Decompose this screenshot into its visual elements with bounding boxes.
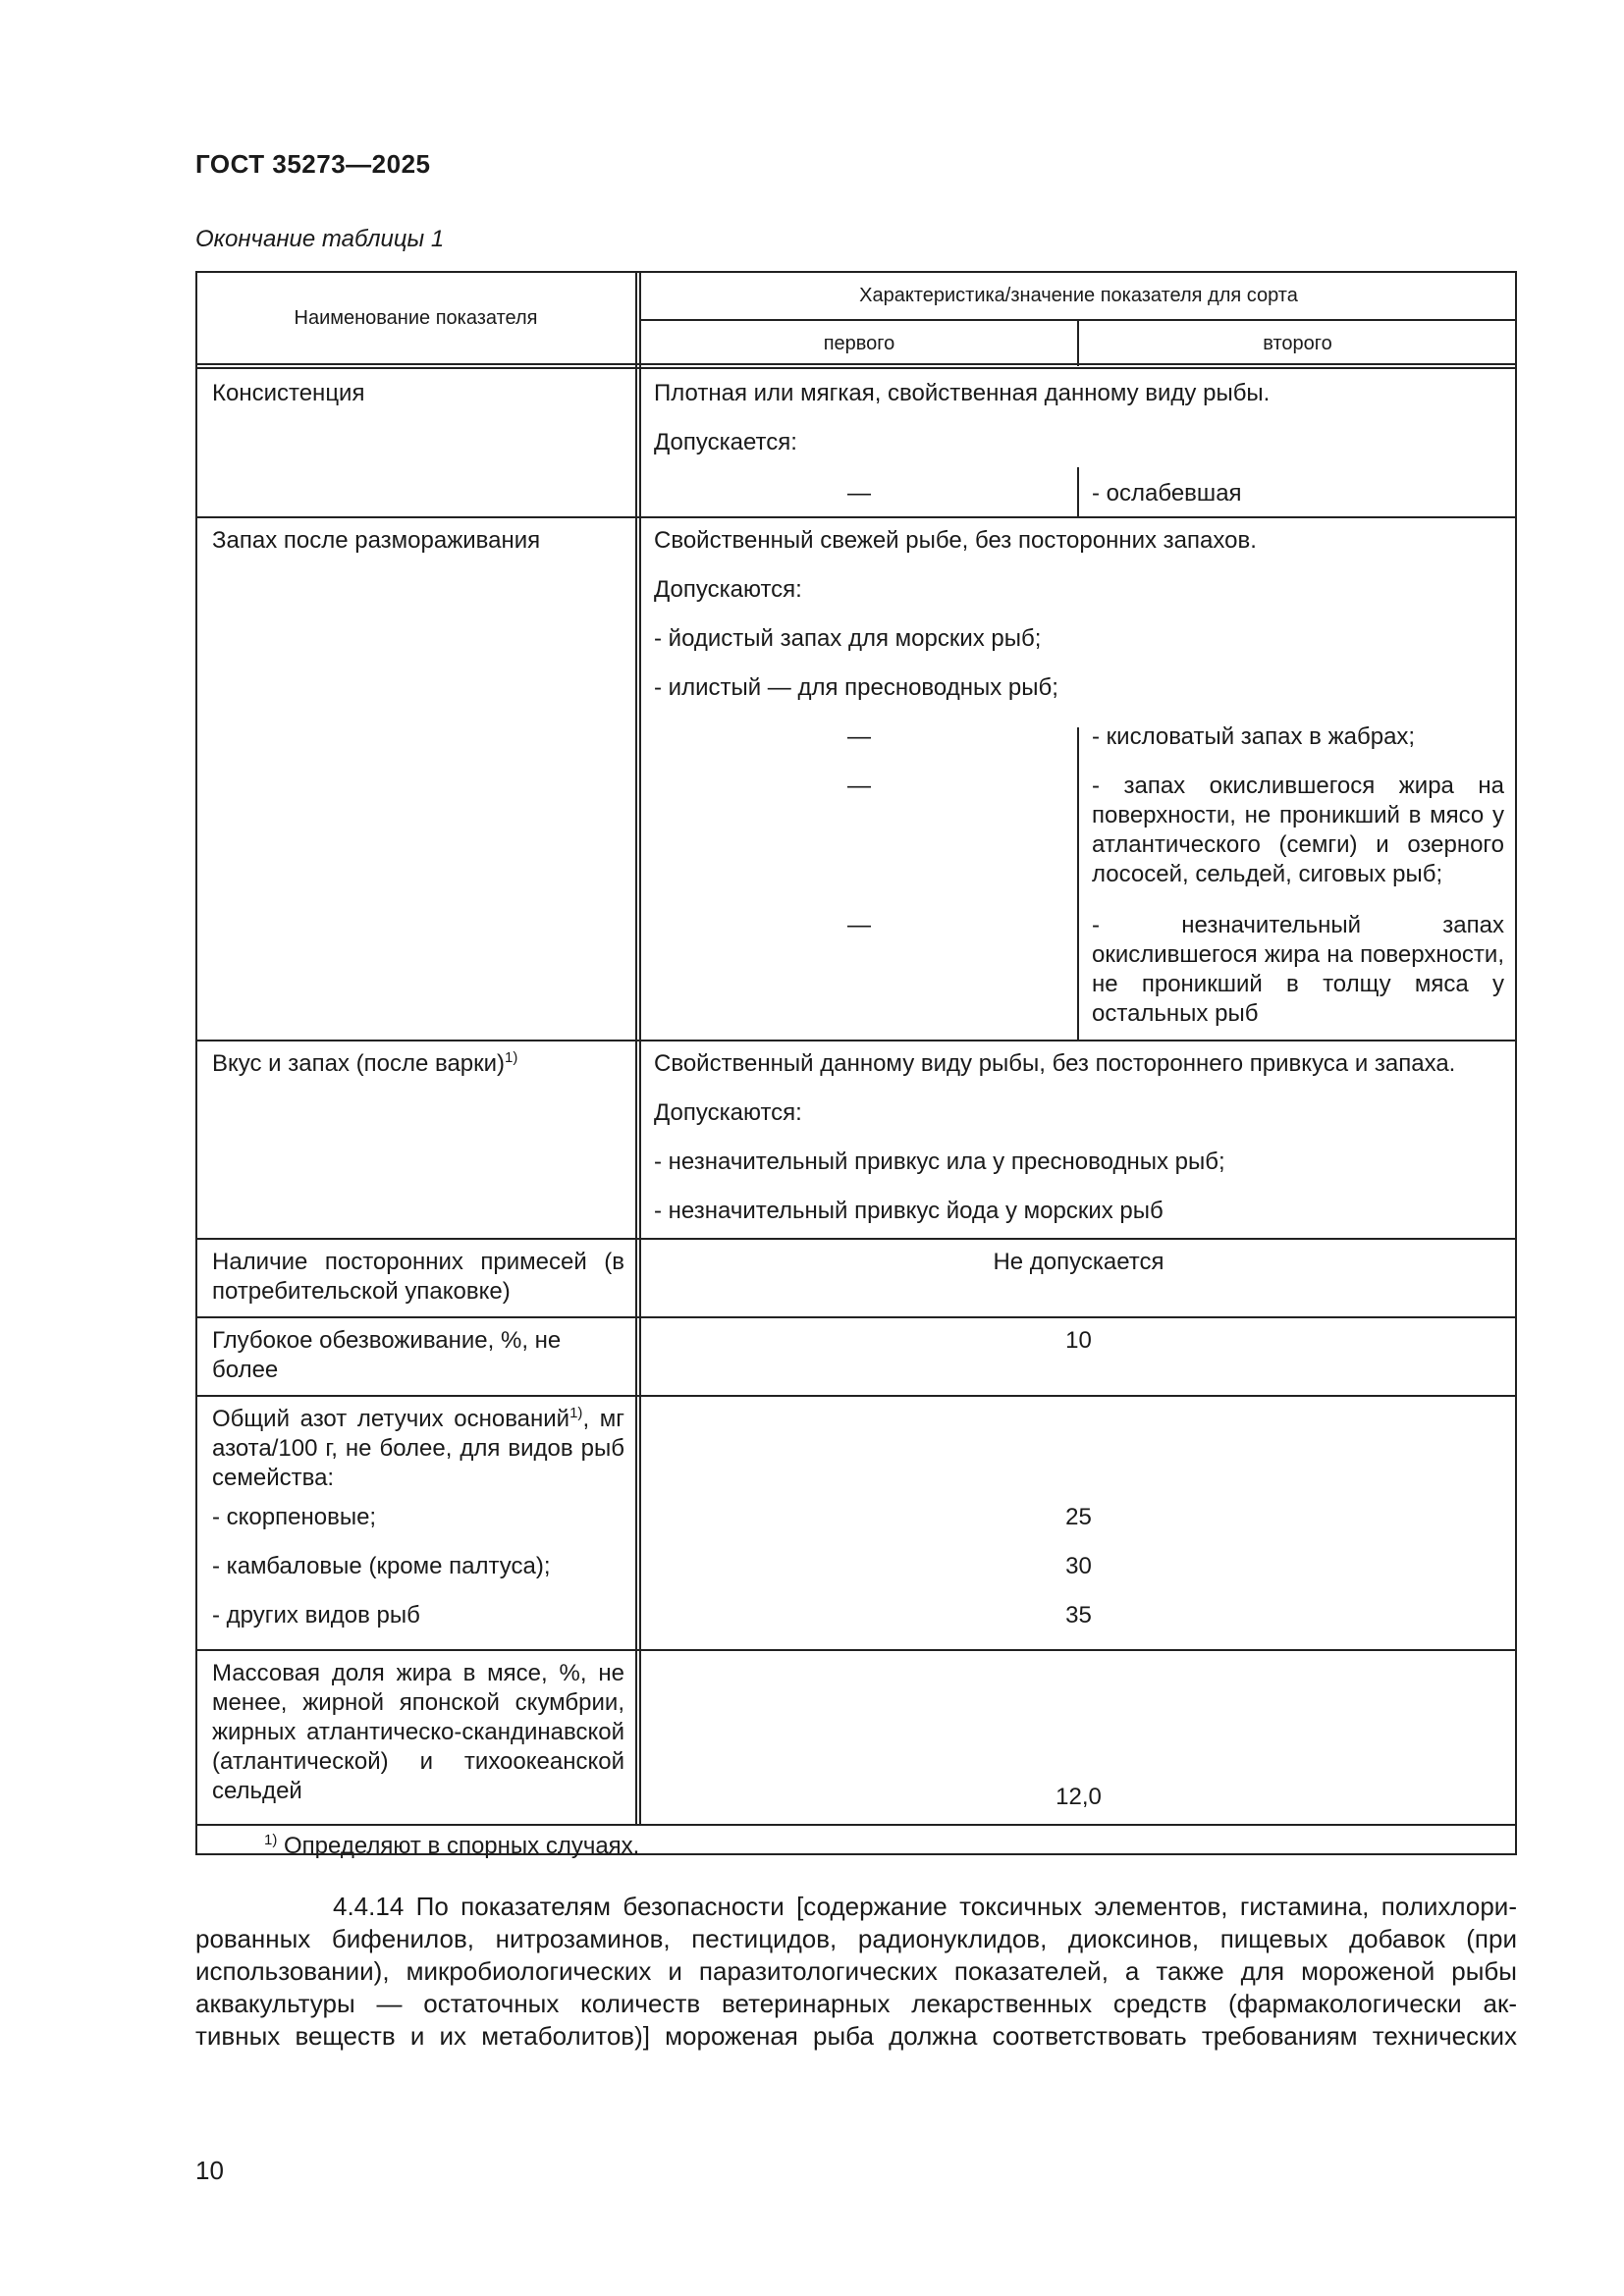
- paragraph-line: тивных веществ и их метаболитов)] мороженая рыба должна соответствовать требованиям технических: [195, 2021, 1517, 2051]
- page-number: 10: [195, 2156, 224, 2185]
- table-caption: Окончание таблицы 1: [195, 226, 445, 252]
- document-id: ГОСТ 35273—2025: [195, 149, 431, 179]
- column-header-name: Наименование показателя: [294, 307, 538, 329]
- row-taste-name: Вкус и запах (после варки)$^{1)}$: [212, 1049, 518, 1077]
- row-dehydration-value: 10: [1065, 1327, 1092, 1354]
- row-smell-second-3: - незначительный запах окислившегося жира на поверхности, не проникший в толщу мяса у остальных рыб: [1092, 912, 1504, 1027]
- paragraph-line: использовании), микробиологических и паразитологических показателей, а также для мороженой рыбы: [195, 1956, 1517, 1986]
- body-paragraph: [195, 1891, 1517, 2053]
- row-nitrogen-item-value: 30: [1065, 1553, 1092, 1579]
- row-smell-name: Запах после размораживания: [212, 527, 541, 554]
- row-smell-second-2: - запах окислившегося жира на поверхности, не проникший в мясо у атлантического (семги) и озерного лососей, сельдей, сиговых рыб;: [1092, 773, 1504, 887]
- row-consistency-value: Плотная или мягкая, свойственная данному виду рыбы.: [654, 380, 1271, 406]
- footnote-ref: 1): [505, 1049, 518, 1066]
- row-taste-line-1: - незначительный привкус ила у пресноводных рыб;: [654, 1148, 1225, 1175]
- paragraph-line: аквакультуры — остаточных количеств ветеринарных лекарственных средств (фармакологически ак-: [195, 1989, 1517, 2018]
- row-fat-value: 12,0: [1056, 1784, 1102, 1810]
- row-impurities-name: Наличие посторонних примесей (в потребительской упаковке): [212, 1249, 624, 1305]
- row-smell-first-2: —: [847, 773, 871, 799]
- column-header-second: второго: [1263, 333, 1332, 354]
- row-nitrogen-item-label: - скорпеновые;: [212, 1504, 377, 1530]
- row-nitrogen-name: Общий азот летучих оснований$^{1)}$, мг азота/100 г, не более, для видов рыб семейства:: [212, 1405, 624, 1491]
- row-smell-first-3: —: [847, 912, 871, 938]
- row-nitrogen-item-label: - других видов рыб: [212, 1602, 420, 1629]
- row-nitrogen-item-value: 25: [1065, 1504, 1092, 1530]
- row-nitrogen-item-label: - камбаловые (кроме палтуса);: [212, 1553, 551, 1579]
- row-smell-allowed: Допускаются:: [654, 576, 802, 603]
- row-smell-first-1: —: [847, 723, 871, 750]
- row-consistency-second: - ослабевшая: [1092, 480, 1242, 507]
- row-impurities-value: Не допускается: [993, 1249, 1164, 1275]
- column-header-first: первого: [823, 333, 895, 354]
- indicators-table: [195, 271, 1517, 1859]
- paragraph-line: рованных бифенилов, нитрозаминов, пестицидов, радионуклидов, диоксинов, пищевых добавок (при: [195, 1924, 1517, 1953]
- row-consistency-first: —: [847, 480, 871, 507]
- row-smell-second-1: - кисловатый запах в жабрах;: [1092, 723, 1416, 750]
- row-fat-name: Массовая доля жира в мясе, %, не менее, жирной японской скумбрии, жирных атлантическо-скандинавской (атлантической) и тихоокеанской сельдей: [212, 1660, 624, 1804]
- row-smell-line-2: - илистый — для пресноводных рыб;: [654, 674, 1058, 701]
- row-dehydration-name: Глубокое обезвоживание, %, не более: [212, 1327, 562, 1383]
- row-taste-value: Свойственный данному виду рыбы, без постороннего привкуса и запаха.: [654, 1050, 1456, 1077]
- paragraph-line: 4.4.14 По показателям безопасности [содержание токсичных элементов, гистамина, полихлори-: [333, 1892, 1517, 1921]
- row-nitrogen-item-value: 35: [1065, 1602, 1092, 1629]
- footnote-ref: 1): [569, 1405, 583, 1421]
- row-taste-line-2: - незначительный привкус йода у морских рыб: [654, 1198, 1164, 1224]
- table-footnote: $^{1)}$ Определяют в спорных случаях.: [264, 1832, 640, 1859]
- row-consistency-name: Консистенция: [212, 380, 365, 406]
- row-smell-line-1: - йодистый запах для морских рыб;: [654, 625, 1042, 652]
- column-header-group: Характеристика/значение показателя для сорта: [859, 285, 1298, 306]
- row-taste-allowed: Допускаются:: [654, 1099, 802, 1126]
- row-smell-value: Свойственный свежей рыбе, без посторонних запахов.: [654, 527, 1257, 554]
- row-consistency-allowed: Допускается:: [654, 429, 797, 455]
